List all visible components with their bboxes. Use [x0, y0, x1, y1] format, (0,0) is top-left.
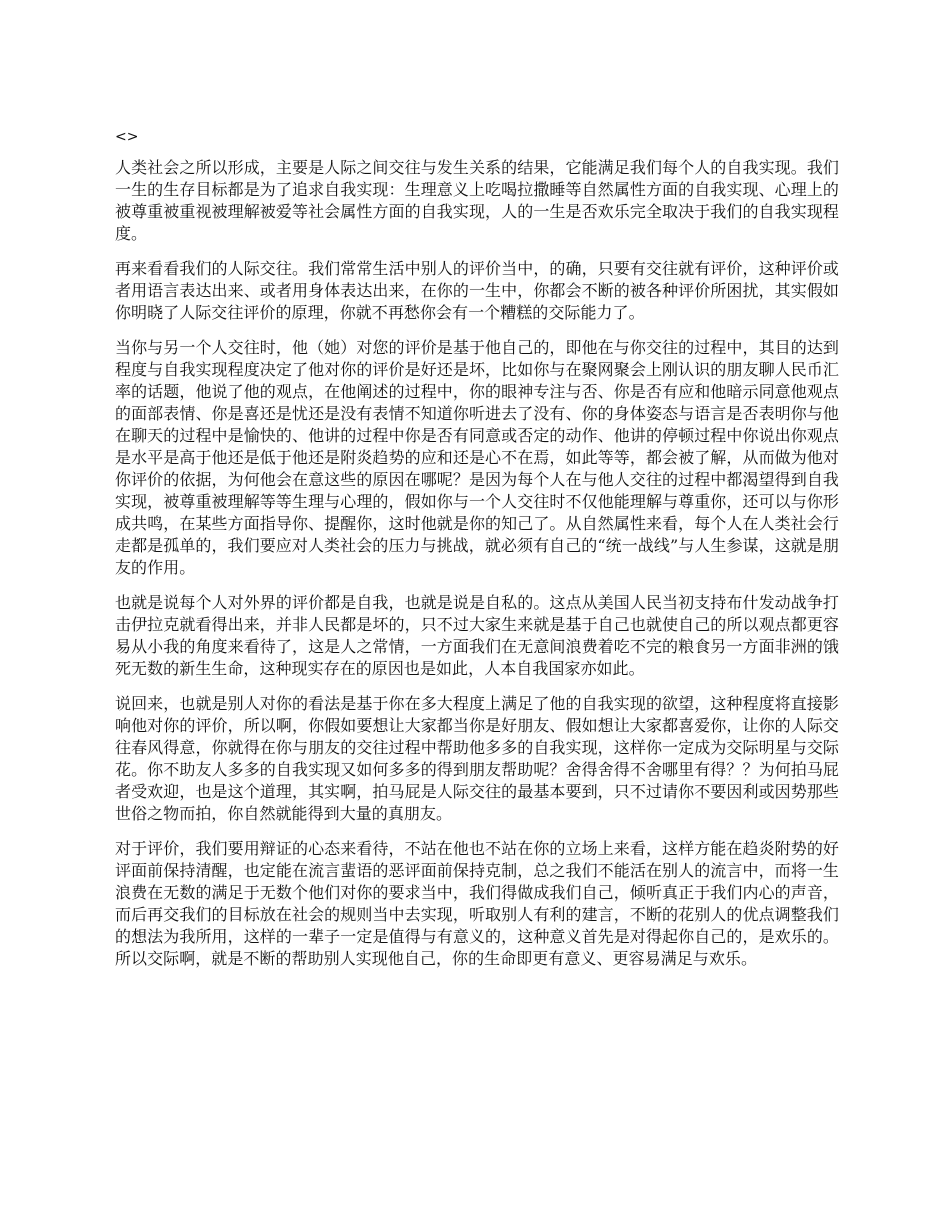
- document-page: [115, 127, 839, 983]
- paragraph-1: 人类社会之所以形成，主要是人际之间交往与发生关系的结果，它能满足我们每个人的自我实现。我们一生的生存目标都是为了追求自我实现：生理意义上吃喝拉撒睡等自然属性方面的自我实现、心理上的被尊重被重视被理解被爱等社会属性方面的自我实现，人的一生是否欢乐完全取决于我们的自我实现程度。: [115, 158, 839, 243]
- document-marker: <>: [115, 129, 139, 145]
- paragraph-5: 说回来，也就是别人对你的看法是基于你在多大程度上满足了他的自我实现的欲望，这种程度将直接影响他对你的评价，所以啊，你假如要想让大家都当你是好朋友、假如想让大家都喜爱你，让你的人际交往春风得意，你就得在你与朋友的交往过程中帮助他多多的自我实现，这样你一定成为交际明星与交际花。你不助友人多多的自我实现又如何多多的得到朋友帮助呢？舍得舍得不舍哪里有得？？为何拍马屁者受欢迎，也是这个道理，其实啊，拍马屁是人际交往的最基本要到，只不过请你不要因利或因势那些世俗之物而拍，你自然就能得到大量的真朋友。: [115, 694, 839, 823]
- paragraph-4: 也就是说每个人对外界的评价都是自我，也就是说是自私的。这点从美国人民当初支持布什发动战争打击伊拉克就看得出来，并非人民都是坏的，只不过大家生来就是基于自己也就使自己的所以观点都更容易从小我的角度来看待了，这是人之常情，一方面我们在无意间浪费着吃不完的粮食另一方面非洲的饿死无数的新生生命，这种现实存在的原因也是如此，人本自我国家亦如此。: [115, 593, 839, 678]
- paragraph-3: 当你与另一个人交往时，他（她）对您的评价是基于他自己的，即他在与你交往的过程中，其目的达到程度与自我实现程度决定了他对你的评价是好还是坏，比如你与在聚网聚会上刚认识的朋友聊人民币汇率的话题，他说了他的观点，在他阐述的过程中，你的眼神专注与否、你是否有应和他暗示同意他观点的面部表情、你是喜还是忧还是没有表情不知道你听进去了没有、你的身体姿态与语言是否表明你与他在聊天的过程中是愉快的、他讲的过程中你是否有同意或否定的动作、他讲的停顿过程中你说出你观点是水平是高于他还是低于他还是附炎趋势的应和还是心不在焉，如此等等，都会被了解，从而做为他对你评价的依据，为何他会在意这些的原因在哪呢？是因为每个人在与他人交往的过程中都渴望得到自我实现，被尊重被理解等等生理与心理的，假如你与一个人交往时不仅他能理解与尊重你，还可以与你形成共鸣，在某些方面指导你、提醒你，这时他就是你的知己了。从自然属性来看，每个人在人类社会行走都是孤单的，我们要应对人类社会的压力与挑战，就必须有自己的“统一战线”与人生参谋，这就是朋友的作用。: [115, 338, 839, 577]
- paragraph-2: 再来看看我们的人际交往。我们常常生活中别人的评价当中，的确，只要有交往就有评价，这种评价或者用语言表达出来、或者用身体表达出来，在你的一生中，你都会不断的被各种评价所困扰，其实假如你明晓了人际交往评价的原理，你就不再愁你会有一个糟糕的交际能力了。: [115, 259, 839, 322]
- paragraph-6: 对于评价，我们要用辩证的心态来看待，不站在他也不站在你的立场上来看，这样方能在趋炎附势的好评面前保持清醒，也定能在流言蜚语的恶评面前保持克制，总之我们不能活在别人的流言中，而将一生浪费在无数的满足于无数个他们对你的要求当中，我们得做成我们自己，倾听真正于我们内心的声音，而后再交我们的目标放在社会的规则当中去实现，听取别人有利的建言，不断的花别人的优点调整我们的想法为我所用，这样的一辈子一定是值得与有意义的，这种意义首先是对得起你自己的，是欢乐的。所以交际啊，就是不断的帮助别人实现他自己，你的生命即更有意义、更容易满足与欢乐。: [115, 839, 839, 968]
